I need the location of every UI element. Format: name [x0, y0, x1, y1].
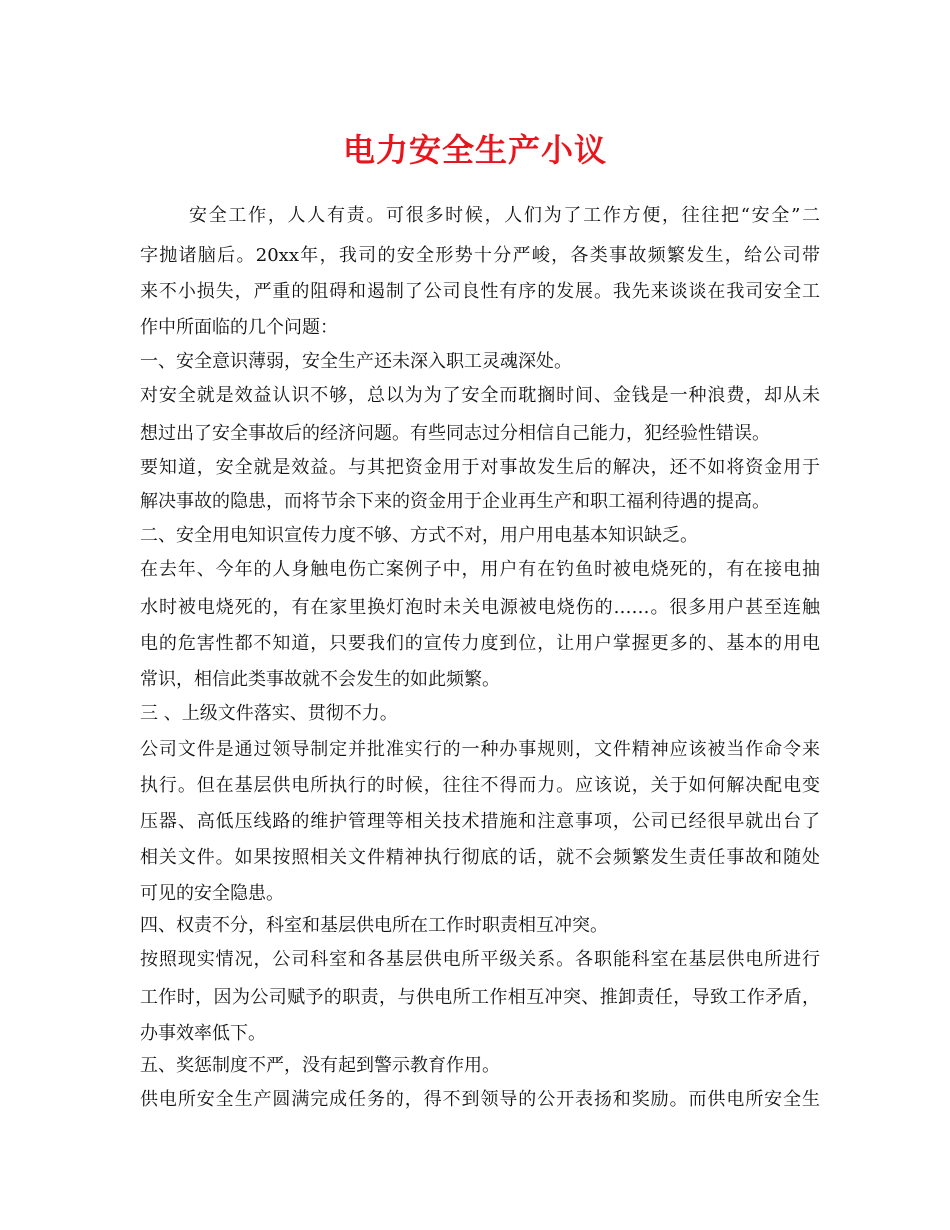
paragraph-line: 相关文件。如果按照相关文件精神执行彻底的话，就不会频繁发生责任事故和随处: [140, 847, 820, 868]
paragraph-line: 公司文件是通过领导制定并批准实行的一种办事规则，文件精神应该被当作命令来: [140, 739, 820, 760]
paragraph-line: 来不小损失，严重的阻碍和遏制了公司良性有序的发展。我先来谈谈在我司安全工: [140, 281, 820, 302]
paragraph-line: 按照现实情况，公司科室和各基层供电所平级关系。各职能科室在基层供电所进行: [140, 949, 820, 970]
paragraph-line: 在去年、今年的人身触电伤亡案例子中，用户有在钓鱼时被电烧死的，有在接电抽: [140, 559, 820, 580]
paragraph-line: 压器、高低压线路的维护管理等相关技术措施和注意事项，公司已经很早就出台了: [140, 811, 820, 832]
paragraph-line: 执行。但在基层供电所执行的时候，往往不得而力。应该说，关于如何解决配电变: [140, 775, 820, 796]
paragraph-line: 要知道，安全就是效益。与其把资金用于对事故发生后的解决，还不如将资金用于: [140, 457, 820, 478]
section-heading: 五、奖惩制度不严，没有起到警示教育作用。: [140, 1055, 500, 1076]
section-heading: 四、权责不分，科室和基层供电所在工作时职责相互冲突。: [140, 915, 608, 936]
paragraph-line: 常识，相信此类事故就不会发生的如此频繁。: [140, 669, 500, 690]
paragraph-line: 供电所安全生产圆满完成任务的，得不到领导的公开表扬和奖励。而供电所安全生: [140, 1089, 820, 1110]
section-heading: 二、安全用电知识宣传力度不够、方式不对，用户用电基本知识缺乏。: [140, 525, 698, 546]
document-title: 电力安全生产小议: [342, 131, 607, 169]
paragraph-line: 解决事故的隐患，而将节余下来的资金用于企业再生产和职工福利待遇的提高。: [140, 491, 770, 512]
paragraph-line: 安全工作，人人有责。可很多时候，人们为了工作方便，往往把“安全”二: [189, 205, 820, 226]
paragraph-line: 办事效率低下。: [140, 1023, 266, 1044]
paragraph-line: 想过出了安全事故后的经济问题。有些同志过分相信自己能力，犯经验性错误。: [140, 423, 770, 444]
paragraph-line: 水时被电烧死的，有在家里换灯泡时未关电源被电烧伤的……。很多用户甚至连触: [140, 597, 820, 618]
section-heading: 一、安全意识薄弱，安全生产还未深入职工灵魂深处。: [140, 351, 572, 372]
paragraph-line: 工作时，因为公司赋予的职责，与供电所工作相互冲突、推卸责任，导致工作矛盾，: [140, 987, 820, 1008]
section-heading: 三 、上级文件落实、贯彻不力。: [140, 703, 398, 724]
paragraph-line: 作中所面临的几个问题：: [140, 317, 338, 338]
paragraph-line: 可见的安全隐患。: [140, 883, 284, 904]
paragraph-line: 电的危害性都不知道，只要我们的宣传力度到位，让用户掌握更多的、基本的用电: [140, 633, 820, 654]
paragraph-line: 对安全就是效益认识不够，总以为为了安全而耽搁时间、金钱是一种浪费，却从未: [140, 385, 820, 406]
paragraph-line: 字抛诸脑后。20xx年，我司的安全形势十分严峻，各类事故频繁发生，给公司带: [140, 245, 820, 266]
